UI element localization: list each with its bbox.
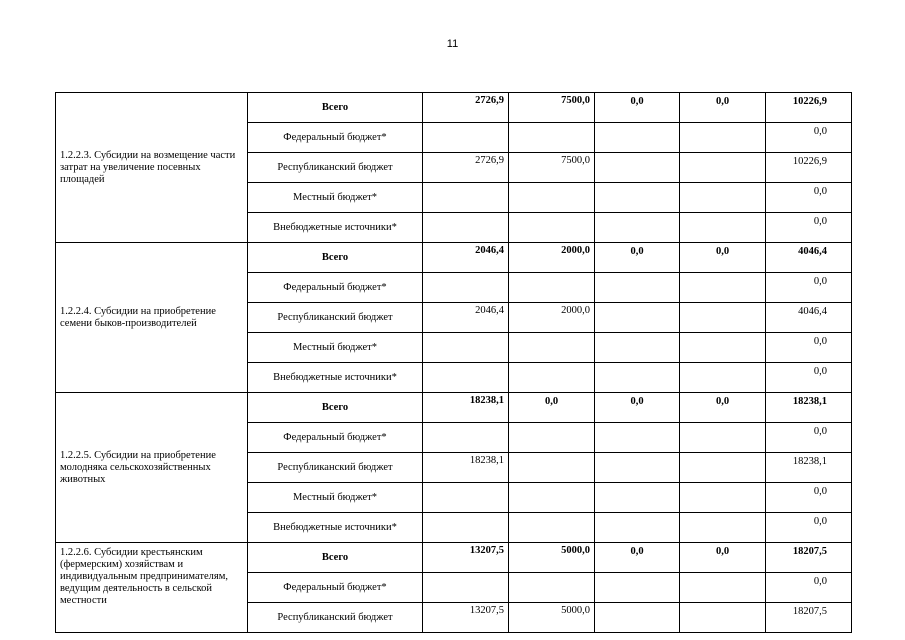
sum-cell: 4046,4 xyxy=(766,243,852,273)
sum-cell: 0,0 xyxy=(766,123,852,153)
value-cell xyxy=(509,453,595,483)
value-cell: 0,0 xyxy=(595,543,680,573)
value-cell: 0,0 xyxy=(595,93,680,123)
value-cell: 13207,5 xyxy=(423,543,509,573)
source-label-total: Всего xyxy=(248,93,423,123)
source-label-local: Местный бюджет* xyxy=(248,183,423,213)
sum-cell: 10226,9 xyxy=(766,153,852,183)
value-cell: 5000,0 xyxy=(509,543,595,573)
value-cell: 0,0 xyxy=(680,543,766,573)
sum-cell: 0,0 xyxy=(766,273,852,303)
source-label-republic: Республиканский бюджет xyxy=(248,603,423,633)
sum-cell: 0,0 xyxy=(766,333,852,363)
sum-cell: 18238,1 xyxy=(766,453,852,483)
source-label-local: Местный бюджет* xyxy=(248,483,423,513)
value-cell: 18238,1 xyxy=(423,453,509,483)
value-cell: 0,0 xyxy=(680,393,766,423)
sum-cell: 0,0 xyxy=(766,363,852,393)
sum-cell: 0,0 xyxy=(766,483,852,513)
value-cell: 2000,0 xyxy=(509,303,595,333)
source-label-republic: Республиканский бюджет xyxy=(248,303,423,333)
value-cell: 2726,9 xyxy=(423,93,509,123)
value-cell: 7500,0 xyxy=(509,93,595,123)
page-number: 11 xyxy=(446,38,459,50)
source-label-republic: Республиканский бюджет xyxy=(248,453,423,483)
value-cell: 0,0 xyxy=(509,393,595,423)
value-cell: 2726,9 xyxy=(423,153,509,183)
value-cell: 2046,4 xyxy=(423,243,509,273)
source-label-federal: Федеральный бюджет* xyxy=(248,423,423,453)
sum-cell: 10226,9 xyxy=(766,93,852,123)
source-label-local: Местный бюджет* xyxy=(248,333,423,363)
source-label-offbudget: Внебюджетные источники* xyxy=(248,513,423,543)
sum-cell: 18207,5 xyxy=(766,543,852,573)
value-cell: 7500,0 xyxy=(509,153,595,183)
value-cell: 0,0 xyxy=(680,93,766,123)
value-cell: 0,0 xyxy=(595,243,680,273)
budget-table xyxy=(55,92,852,633)
source-label-federal: Федеральный бюджет* xyxy=(248,573,423,603)
value-cell: 2046,4 xyxy=(423,303,509,333)
value-cell: 5000,0 xyxy=(509,603,595,633)
source-label-offbudget: Внебюджетные источники* xyxy=(248,363,423,393)
table-row xyxy=(56,243,852,273)
source-label-offbudget: Внебюджетные источники* xyxy=(248,213,423,243)
source-label-total: Всего xyxy=(248,393,423,423)
value-cell: 0,0 xyxy=(680,243,766,273)
item-title: 1.2.2.6. Субсидии крестьянским (фермерским) хозяйствам и индивидуальным предпринимателям, ведущим деятельность в сельской местности xyxy=(56,543,248,633)
item-title: 1.2.2.4. Субсидии на приобретение семени быков-производителей xyxy=(56,243,248,393)
sum-cell: 0,0 xyxy=(766,573,852,603)
value-cell: 13207,5 xyxy=(423,603,509,633)
source-label-federal: Федеральный бюджет* xyxy=(248,123,423,153)
sum-cell: 18207,5 xyxy=(766,603,852,633)
source-label-total: Всего xyxy=(248,543,423,573)
source-label-federal: Федеральный бюджет* xyxy=(248,273,423,303)
table-row xyxy=(56,93,852,123)
sum-cell: 0,0 xyxy=(766,213,852,243)
sum-cell: 0,0 xyxy=(766,183,852,213)
sum-cell: 0,0 xyxy=(766,513,852,543)
sum-cell: 4046,4 xyxy=(766,303,852,333)
table-row xyxy=(56,393,852,423)
item-title: 1.2.2.5. Субсидии на приобретение молодняка сельскохозяйственных животных xyxy=(56,393,248,543)
value-cell: 2000,0 xyxy=(509,243,595,273)
table-row xyxy=(56,543,852,573)
sum-cell: 18238,1 xyxy=(766,393,852,423)
value-cell: 0,0 xyxy=(595,393,680,423)
source-label-total: Всего xyxy=(248,243,423,273)
source-label-republic: Республиканский бюджет xyxy=(248,153,423,183)
sum-cell: 0,0 xyxy=(766,423,852,453)
value-cell: 18238,1 xyxy=(423,393,509,423)
item-title: 1.2.2.3. Субсидии на возмещение части затрат на увеличение посевных площадей xyxy=(56,93,248,243)
